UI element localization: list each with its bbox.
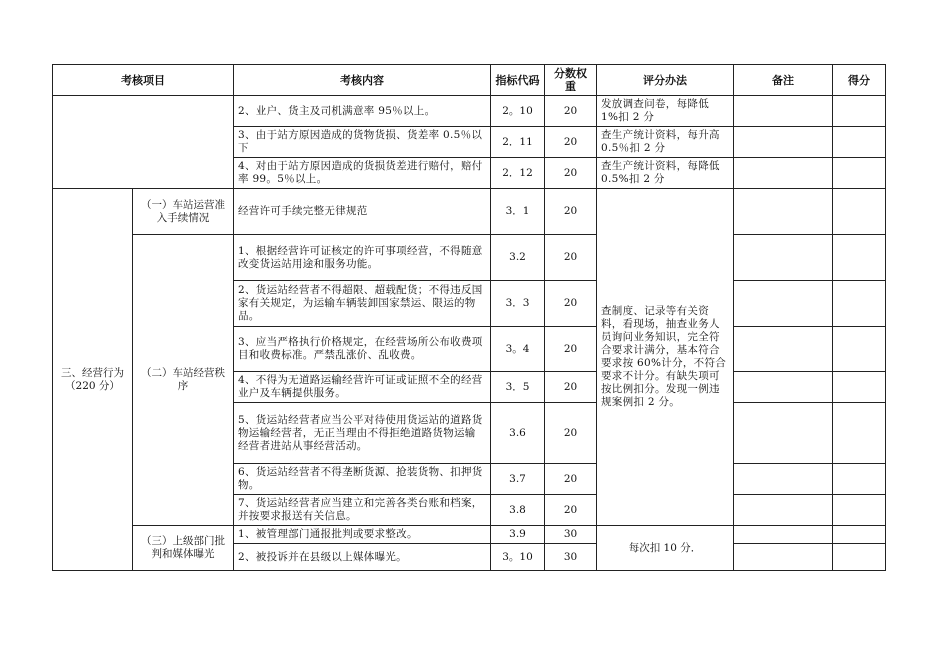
row-weight: 20 bbox=[545, 158, 597, 189]
method-a: 查制度、记录等有关资料，看现场，抽查业务人员询问业务知识，完全符合要求计满分，基本符合要求按 60%计分，不符合要求不计分。有缺失项可按比例扣分。发现一例违规案例扣 2 分。 bbox=[597, 189, 734, 526]
row-weight: 20 bbox=[545, 495, 597, 526]
row-weight: 30 bbox=[545, 544, 597, 571]
row-content: 2、业户、货主及司机满意率 95％以上。 bbox=[234, 96, 491, 127]
row-score bbox=[833, 544, 886, 571]
row-score bbox=[833, 281, 886, 327]
row-score bbox=[833, 189, 886, 235]
row-score bbox=[833, 96, 886, 127]
row-note bbox=[734, 127, 833, 158]
row-note bbox=[734, 96, 833, 127]
method-b: 每次扣 10 分． bbox=[597, 526, 734, 571]
row-code: 2。10 bbox=[491, 96, 545, 127]
row-content: 4、对由于站方原因造成的货损货差进行赔付，赔付率 99。5％以上。 bbox=[234, 158, 491, 189]
row-code: 3。10 bbox=[491, 544, 545, 571]
row-code: 3.6 bbox=[491, 403, 545, 464]
row-weight: 20 bbox=[545, 96, 597, 127]
row-note bbox=[734, 189, 833, 235]
section3-title: 三、经营行为（220 分） bbox=[53, 189, 133, 571]
row-score bbox=[833, 235, 886, 281]
row-code: 3．5 bbox=[491, 372, 545, 403]
row-weight: 20 bbox=[545, 281, 597, 327]
row-content: 5、货运站经营者应当公平对待使用货运站的道路货物运输经营者，无正当理由不得拒绝道路货物运输经营者进站从事经营活动。 bbox=[234, 403, 491, 464]
row-content: 7、货运站经营者应当建立和完善各类台账和档案，并按要求报送有关信息。 bbox=[234, 495, 491, 526]
header-method: 评分办法 bbox=[597, 65, 734, 96]
sub3-title: （三）上级部门批判和媒体曝光 bbox=[133, 526, 234, 571]
row-note bbox=[734, 372, 833, 403]
row-score bbox=[833, 327, 886, 372]
assessment-table bbox=[52, 64, 886, 571]
row-weight: 20 bbox=[545, 127, 597, 158]
row-note bbox=[734, 403, 833, 464]
header-score: 得分 bbox=[833, 65, 886, 96]
row-score bbox=[833, 127, 886, 158]
row-weight: 20 bbox=[545, 327, 597, 372]
row-note bbox=[734, 281, 833, 327]
row-code: 3.8 bbox=[491, 495, 545, 526]
row-weight: 20 bbox=[545, 189, 597, 235]
row-score bbox=[833, 464, 886, 495]
row-code: 3.7 bbox=[491, 464, 545, 495]
header-item: 考核项目 bbox=[53, 65, 234, 96]
table-row bbox=[53, 96, 886, 127]
row-note bbox=[734, 158, 833, 189]
row-code: 3.2 bbox=[491, 235, 545, 281]
row-code: 3.9 bbox=[491, 526, 545, 544]
header-content: 考核内容 bbox=[234, 65, 491, 96]
continued-item-cell bbox=[53, 96, 234, 189]
table-row bbox=[53, 189, 886, 235]
header-code: 指标代码 bbox=[491, 65, 545, 96]
row-content: 6、货运站经营者不得垄断货源、抢装货物、扣押货物。 bbox=[234, 464, 491, 495]
row-method: 发放调查问卷，每降低 1%扣 2 分 bbox=[597, 96, 734, 127]
header-note: 备注 bbox=[734, 65, 833, 96]
sub1-title: （一）车站运营准入手续情况 bbox=[133, 189, 234, 235]
row-content: 2、被投诉并在县级以上媒体曝光。 bbox=[234, 544, 491, 571]
row-content: 2、货运站经营者不得超限、超载配货；不得违反国家有关规定，为运输车辆装卸国家禁运、限运的物品。 bbox=[234, 281, 491, 327]
row-content: 1、被管理部门通报批判或要求整改。 bbox=[234, 526, 491, 544]
row-score bbox=[833, 158, 886, 189]
row-code: 3．1 bbox=[491, 189, 545, 235]
row-note bbox=[734, 327, 833, 372]
row-content: 3、应当严格执行价格规定，在经营场所公布收费项目和收费标准。严禁乱涨价、乱收费。 bbox=[234, 327, 491, 372]
row-note bbox=[734, 544, 833, 571]
row-weight: 20 bbox=[545, 372, 597, 403]
row-code: 3．3 bbox=[491, 281, 545, 327]
row-content: 经营许可手续完整无律规范 bbox=[234, 189, 491, 235]
row-weight: 30 bbox=[545, 526, 597, 544]
table-row bbox=[53, 235, 886, 281]
row-note bbox=[734, 526, 833, 544]
row-content: 1、根据经营许可证核定的许可事项经营，不得随意改变货运站用途和服务功能。 bbox=[234, 235, 491, 281]
row-weight: 20 bbox=[545, 403, 597, 464]
sub2-title: （二）车站经营秩序 bbox=[133, 235, 234, 526]
row-score bbox=[833, 372, 886, 403]
row-code: 2．12 bbox=[491, 158, 545, 189]
row-note bbox=[734, 464, 833, 495]
row-content: 3、由于站方原因造成的货物货损、货差率 0.5％以下 bbox=[234, 127, 491, 158]
row-score bbox=[833, 403, 886, 464]
row-score bbox=[833, 526, 886, 544]
header-weight: 分数权重 bbox=[545, 65, 597, 96]
row-method: 查生产统计资料，每升高 0.5％扣 2 分 bbox=[597, 127, 734, 158]
row-score bbox=[833, 495, 886, 526]
row-code: 3。4 bbox=[491, 327, 545, 372]
row-method: 查生产统计资料，每降低 0.5%扣 2 分 bbox=[597, 158, 734, 189]
row-code: 2．11 bbox=[491, 127, 545, 158]
row-weight: 20 bbox=[545, 464, 597, 495]
row-weight: 20 bbox=[545, 235, 597, 281]
table-row bbox=[53, 526, 886, 544]
row-content: 4、不得为无道路运输经营许可证或证照不全的经营业户及车辆提供服务。 bbox=[234, 372, 491, 403]
header-row bbox=[53, 65, 886, 96]
row-note bbox=[734, 235, 833, 281]
row-note bbox=[734, 495, 833, 526]
